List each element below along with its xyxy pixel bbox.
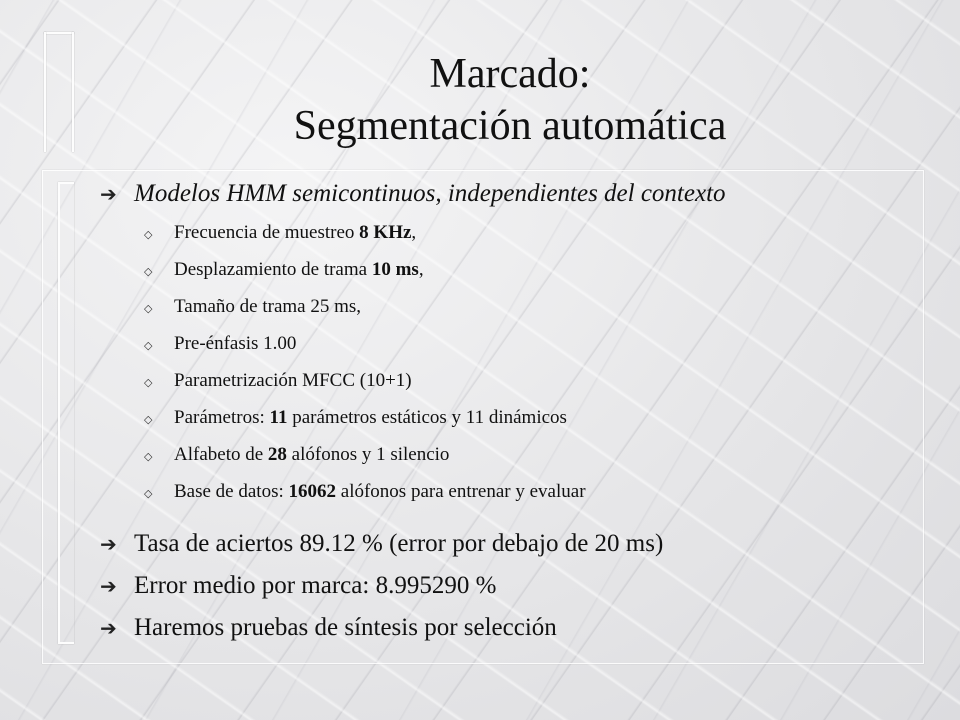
title-frame-right (72, 32, 74, 152)
bullet-synthesis-tests (100, 614, 920, 642)
sub-item-text: Parametrización MFCC (10+1) (174, 370, 412, 391)
sub-item-parameters (144, 407, 920, 444)
bullet-text: Tasa de aciertos 89.12 % (error por debajo de 20 ms) (134, 530, 664, 557)
sub-item-pre-emphasis (144, 333, 920, 370)
slide-content (100, 180, 920, 642)
title-line-2: Segmentación automática (293, 103, 727, 149)
diamond-outline-icon: ◇ (144, 339, 153, 352)
diamond-outline-icon: ◇ (144, 487, 153, 500)
title-frame-left (44, 32, 46, 152)
sub-item-frame-shift (144, 259, 920, 296)
title-line-1: Marcado: (429, 51, 591, 97)
sub-item-text: Pre-énfasis 1.00 (174, 333, 297, 354)
bullet-text: Haremos pruebas de síntesis por selección (134, 614, 557, 641)
sub-item-text: Parámetros: 11 parámetros estáticos y 11 dinámicos (174, 407, 567, 428)
bullet-text: Error medio por marca: 8.995290 % (134, 572, 497, 599)
title-frame-top (44, 32, 74, 34)
slide-title (120, 48, 900, 152)
arrow-right-icon: ➔ (100, 532, 117, 556)
sub-item-text: Alfabeto de 28 alófonos y 1 silencio (174, 444, 450, 465)
sub-item-sampling-rate (144, 222, 920, 259)
content-bracket (58, 182, 74, 644)
diamond-outline-icon: ◇ (144, 265, 153, 278)
sub-list-parameters (100, 222, 920, 518)
sub-item-database (144, 481, 920, 518)
bullet-accuracy (100, 530, 920, 558)
sub-item-frame-size (144, 296, 920, 333)
sub-item-text: Base de datos: 16062 alófonos para entrenar y evaluar (174, 481, 586, 502)
bullet-text: Modelos HMM semicontinuos, independientes del contexto (134, 180, 726, 207)
arrow-right-icon: ➔ (100, 616, 117, 640)
arrow-right-icon: ➔ (100, 182, 117, 206)
diamond-outline-icon: ◇ (144, 450, 153, 463)
bullet-hmm-models (100, 180, 920, 208)
sub-item-mfcc (144, 370, 920, 407)
diamond-outline-icon: ◇ (144, 413, 153, 426)
bullet-mean-error (100, 572, 920, 600)
diamond-outline-icon: ◇ (144, 376, 153, 389)
arrow-right-icon: ➔ (100, 574, 117, 598)
sub-item-text: Desplazamiento de trama 10 ms, (174, 259, 424, 280)
sub-item-text: Tamaño de trama 25 ms, (174, 296, 362, 317)
diamond-outline-icon: ◇ (144, 228, 153, 241)
sub-item-text: Frecuencia de muestreo 8 KHz, (174, 222, 417, 243)
sub-item-alphabet (144, 444, 920, 481)
diamond-outline-icon: ◇ (144, 302, 153, 315)
